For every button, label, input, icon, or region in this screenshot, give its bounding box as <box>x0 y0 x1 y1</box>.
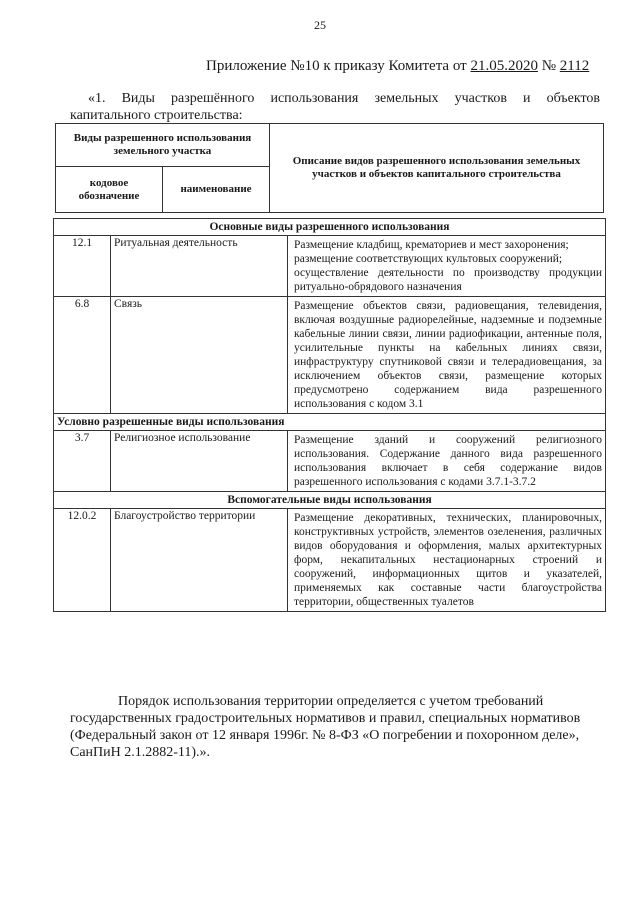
table-row <box>54 509 606 612</box>
header-description-cell: Описание видов разрешенного использования земельных участков и объектов капитального строительства <box>270 124 604 213</box>
description-paragraph: осуществление деятельности по производству продукции ритуально-обрядового назначения <box>294 267 602 293</box>
appendix-date: 21.05.2020 <box>470 58 538 74</box>
page-number: 25 <box>314 18 326 32</box>
land-use-table <box>53 218 606 612</box>
description-paragraph: Размещение кладбищ, крематориев и мест захоронения; <box>294 239 569 251</box>
use-code-cell: 12.0.2 <box>54 509 111 612</box>
use-description-cell <box>288 431 606 492</box>
table-row <box>54 431 606 492</box>
use-code-cell: 6.8 <box>54 297 111 414</box>
footer-paragraph <box>70 693 610 761</box>
footer-text: Порядок использования территории определяется с учетом требований государственных градостроительных нормативов и правил, специальных нормативов (Федеральный закон от 12 января 1996г. № 8-ФЗ «О погребении и похоронном деле», СанПиН 2.1.2882-11).». <box>70 694 581 760</box>
description-paragraph: Размещение зданий и сооружений религиозного использования. Содержание данного вида разрешенного использования включает в себя содержание видов разрешенного использования с кодами 3.7.1-3.7.2 <box>294 434 602 488</box>
section-title: Условно разрешенные виды использования <box>54 414 606 431</box>
use-name-cell: Связь <box>111 297 288 414</box>
intro-paragraph <box>70 90 600 124</box>
description-paragraph: размещение соответствующих культовых сооружений; <box>294 253 563 265</box>
header-code-cell: кодовое обозначение <box>56 167 163 213</box>
appendix-reference <box>206 58 589 75</box>
intro-line-2: капитального строительства: <box>70 108 243 123</box>
appendix-prefix: Приложение №10 к приказу Комитета от <box>206 58 471 74</box>
section-header-row <box>54 414 606 431</box>
use-name-cell: Благоустройство территории <box>111 509 288 612</box>
intro-line-1: «1. Виды разрешённого использования земельных участков и объектов <box>88 91 600 106</box>
use-name-cell: Религиозное использование <box>111 431 288 492</box>
table-row <box>54 236 606 297</box>
land-use-table-body <box>54 219 606 612</box>
use-name-cell: Ритуальная деятельность <box>111 236 288 297</box>
use-description-cell <box>288 509 606 612</box>
use-description-cell <box>288 297 606 414</box>
use-code-cell: 12.1 <box>54 236 111 297</box>
table-row <box>54 297 606 414</box>
appendix-mid: № <box>537 58 560 74</box>
section-title: Основные виды разрешенного использования <box>54 219 606 236</box>
use-code-cell: 3.7 <box>54 431 111 492</box>
appendix-number: 2112 <box>559 58 590 74</box>
header-name-cell: наименование <box>163 167 270 213</box>
section-header-row <box>54 219 606 236</box>
header-table <box>55 123 604 213</box>
header-group-cell: Виды разрешенного использования земельного участка <box>56 124 270 167</box>
description-paragraph: Размещение объектов связи, радиовещания, телевидения, включая воздушные радиорелейные, надземные и подземные кабельные линии связи, линии радиофикации, антенные поля, усилительные пункты на кабельных линиях связи, инфраструктуру спутниковой связи и телерадиовещания, за исключением объектов связи, размещение которых предусмотрено содержанием вида разрешенного использования с кодом 3.1 <box>294 300 602 410</box>
use-description-cell <box>288 236 606 297</box>
section-title: Вспомогательные виды использования <box>54 492 606 509</box>
section-header-row <box>54 492 606 509</box>
description-paragraph: Размещение декоративных, технических, планировочных, конструктивных устройств, элементов озеленения, различных видов оборудования и оформления, малых архитектурных форм, некапитальных нестационарных строений и сооружений, информационных щитов и указателей, применяемых как составные части благоустройства территории, общественных туалетов <box>294 512 602 608</box>
